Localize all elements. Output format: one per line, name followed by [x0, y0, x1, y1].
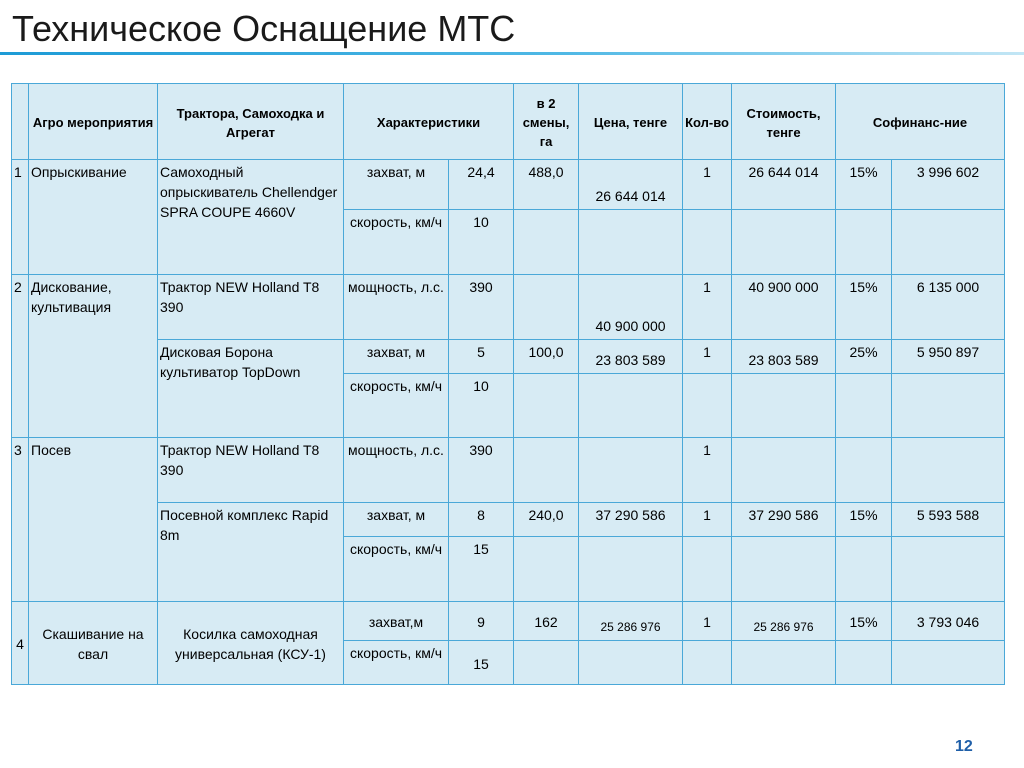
- machine-name: Косилка самоходная универсальная (КСУ-1): [158, 602, 344, 685]
- cost-value: 25 286 976: [732, 602, 836, 641]
- empty-cell: [579, 641, 683, 685]
- cofin-value: 5 593 588: [892, 503, 1005, 537]
- empty-cell: [732, 438, 836, 503]
- price-value: 26 644 014: [579, 160, 683, 210]
- empty-cell: [732, 537, 836, 602]
- empty-cell: [836, 374, 892, 438]
- empty-cell: [732, 210, 836, 275]
- qty-value: 1: [683, 340, 732, 374]
- empty-cell: [683, 210, 732, 275]
- row-number: 4: [12, 602, 29, 685]
- row-number: 1: [12, 160, 29, 275]
- machine-name: Самоходный опрыскиватель Chellendger SPRA COUPE 4660V: [158, 160, 344, 275]
- char-name: скорость, км/ч: [344, 537, 449, 602]
- empty-cell: [579, 210, 683, 275]
- char-value: 24,4: [449, 160, 514, 210]
- header-price: Цена, тенге: [579, 84, 683, 160]
- empty-cell: [732, 641, 836, 685]
- page-number: 12: [955, 738, 973, 755]
- cofin-percent: 15%: [836, 160, 892, 210]
- machine-name: Посевной комплекс Rapid 8m: [158, 503, 344, 602]
- empty-cell: [892, 537, 1005, 602]
- cofin-value: 3 793 046: [892, 602, 1005, 641]
- page-title: Техническое Оснащение МТС: [12, 8, 516, 49]
- empty-cell: [514, 210, 579, 275]
- header-agro: Агро мероприятия: [29, 84, 158, 160]
- header-characteristics: Характеристики: [344, 84, 514, 160]
- table-row: [12, 340, 1005, 374]
- cofin-value: 5 950 897: [892, 340, 1005, 374]
- machine-name: Трактор NEW Holland T8 390: [158, 275, 344, 340]
- char-value: 15: [449, 537, 514, 602]
- agro-activity: Опрыскивание: [29, 160, 158, 275]
- char-name: захват, м: [344, 503, 449, 537]
- two-shifts-value: 100,0: [514, 340, 579, 374]
- cofin-percent: 25%: [836, 340, 892, 374]
- header-num: [12, 84, 29, 160]
- char-value: 15: [449, 641, 514, 685]
- char-name: захват,м: [344, 602, 449, 641]
- empty-cell: [514, 374, 579, 438]
- empty-cell: [892, 438, 1005, 503]
- empty-cell: [732, 374, 836, 438]
- cofin-percent: 15%: [836, 503, 892, 537]
- two-shifts-value: 162: [514, 602, 579, 641]
- machine-name: Трактор NEW Holland T8 390: [158, 438, 344, 503]
- cost-value: 40 900 000: [732, 275, 836, 340]
- price-value: 40 900 000: [579, 275, 683, 340]
- two-shifts-value: 240,0: [514, 503, 579, 537]
- empty-cell: [683, 641, 732, 685]
- cost-value: 26 644 014: [732, 160, 836, 210]
- empty-cell: [892, 210, 1005, 275]
- empty-cell: [514, 537, 579, 602]
- empty-cell: [514, 641, 579, 685]
- cost-value: 37 290 586: [732, 503, 836, 537]
- empty-cell: [514, 275, 579, 340]
- cofin-value: 6 135 000: [892, 275, 1005, 340]
- price-value: 23 803 589: [579, 340, 683, 374]
- char-name: захват, м: [344, 340, 449, 374]
- table-row: [12, 275, 1005, 340]
- cost-value: 23 803 589: [732, 340, 836, 374]
- price-value: 25 286 976: [579, 602, 683, 641]
- agro-activity: Посев: [29, 438, 158, 602]
- qty-value: 1: [683, 438, 732, 503]
- table-header-row: [12, 84, 1005, 160]
- header-two-shifts: в 2 смены, га: [514, 84, 579, 160]
- title-underline: [0, 52, 1024, 55]
- cofin-percent: 15%: [836, 602, 892, 641]
- char-value: 390: [449, 438, 514, 503]
- char-name: скорость, км/ч: [344, 641, 449, 685]
- char-value: 9: [449, 602, 514, 641]
- agro-activity: Скашивание на свал: [29, 602, 158, 685]
- empty-cell: [579, 374, 683, 438]
- empty-cell: [836, 641, 892, 685]
- empty-cell: [892, 641, 1005, 685]
- agro-activity: Дискование, культивация: [29, 275, 158, 438]
- table-row: [12, 503, 1005, 537]
- header-cost: Стоимость, тенге: [732, 84, 836, 160]
- empty-cell: [836, 438, 892, 503]
- qty-value: 1: [683, 160, 732, 210]
- char-name: мощность, л.с.: [344, 438, 449, 503]
- empty-cell: [836, 210, 892, 275]
- two-shifts-value: 488,0: [514, 160, 579, 210]
- empty-cell: [579, 537, 683, 602]
- qty-value: 1: [683, 503, 732, 537]
- empty-cell: [892, 374, 1005, 438]
- char-value: 5: [449, 340, 514, 374]
- row-number: 3: [12, 438, 29, 602]
- header-tractors: Трактора, Самоходка и Агрегат: [158, 84, 344, 160]
- empty-cell: [683, 537, 732, 602]
- char-name: скорость, км/ч: [344, 210, 449, 275]
- empty-cell: [514, 438, 579, 503]
- price-value: 37 290 586: [579, 503, 683, 537]
- cofin-percent: 15%: [836, 275, 892, 340]
- empty-cell: [836, 537, 892, 602]
- table-row: [12, 602, 1005, 641]
- char-name: скорость, км/ч: [344, 374, 449, 438]
- char-value: 8: [449, 503, 514, 537]
- qty-value: 1: [683, 275, 732, 340]
- char-value: 10: [449, 210, 514, 275]
- char-name: мощность, л.с.: [344, 275, 449, 340]
- header-cofin: Софинанс-ние: [836, 84, 1005, 160]
- char-value: 10: [449, 374, 514, 438]
- header-qty: Кол-во: [683, 84, 732, 160]
- equipment-table: [11, 83, 1005, 685]
- qty-value: 1: [683, 602, 732, 641]
- cofin-value: 3 996 602: [892, 160, 1005, 210]
- table-row: [12, 438, 1005, 503]
- row-number: 2: [12, 275, 29, 438]
- char-name: захват, м: [344, 160, 449, 210]
- empty-cell: [683, 374, 732, 438]
- empty-cell: [579, 438, 683, 503]
- char-value: 390: [449, 275, 514, 340]
- table-row: [12, 160, 1005, 210]
- machine-name: Дисковая Борона культиватор TopDown: [158, 340, 344, 438]
